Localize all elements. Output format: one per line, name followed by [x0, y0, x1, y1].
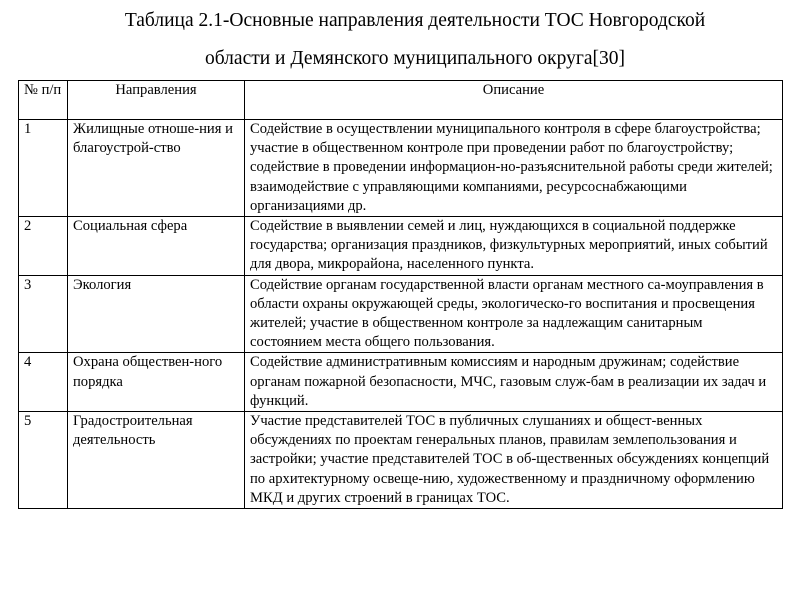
table-row [19, 353, 783, 412]
header-row [19, 81, 783, 120]
header-description: Описание [245, 81, 783, 120]
row-num: 5 [19, 412, 68, 509]
row-description: Содействие органам государственной власти органам местного са-моуправления в области охраны окружающей среды, экологическо-го воспитания и просвещения жителей; участие в общественном контроле за надлежащим санитарным состоянием места общего пользования. [245, 275, 783, 353]
caption-line-1: Таблица 2.1-Основные направления деятельности ТОС Новгородской [124, 10, 706, 31]
header-direction: Направления [68, 81, 245, 120]
row-direction: Экология [68, 275, 245, 353]
table-row [19, 217, 783, 276]
table-caption [0, 2, 800, 78]
row-num: 1 [19, 120, 68, 217]
table-row [19, 120, 783, 217]
table-row [19, 275, 783, 353]
row-description: Содействие в осуществлении муниципального контроля в сфере благоустройства; участие в общественном контроле при проведении работ по благоустройству; содействие в проведении информацион-но-разъяснительной работы среди жителей; взаимодействие с управляющими компаниями, ресурсоснабжающими организациями др. [245, 120, 783, 217]
row-num: 3 [19, 275, 68, 353]
row-num: 2 [19, 217, 68, 276]
row-direction: Социальная сфера [68, 217, 245, 276]
table-row [19, 412, 783, 509]
row-direction: Охрана обществен-ного порядка [68, 353, 245, 412]
row-num: 4 [19, 353, 68, 412]
row-description: Участие представителей ТОС в публичных слушаниях и общест-венных обсуждениях по проектам генеральных планов, правилам землепользования и застройки; участие представителей ТОС в об-щественных обсуждениях концепций по архитектурному освеще-нию, художественному и праздничному оформлению МКД и других строений в границах ТОС. [245, 412, 783, 509]
row-description: Содействие административным комиссиям и народным дружинам; содействие органам пожарной безопасности, МЧС, газовым служ-бам в реализации их задач и функций. [245, 353, 783, 412]
directions-table [18, 80, 783, 509]
header-num: № п/п [19, 81, 68, 120]
row-description: Содействие в выявлении семей и лиц, нуждающихся в социальной поддержке государства; организация праздников, физкультурных мероприятий, иных событий для двора, микрорайона, населенного пункта. [245, 217, 783, 276]
row-direction: Жилищные отноше-ния и благоустрой-ство [68, 120, 245, 217]
row-direction: Градостроительная деятельность [68, 412, 245, 509]
caption-line-2: области и Демянского муниципального округа[30] [205, 48, 625, 69]
